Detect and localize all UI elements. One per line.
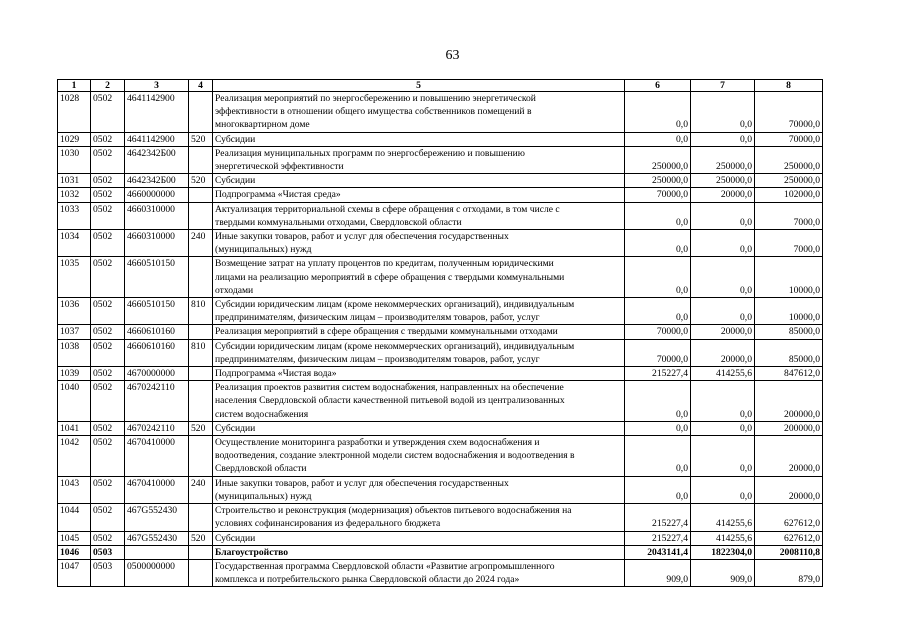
amount-col-7-cell: 414255,6 (691, 504, 755, 531)
section-code-cell: 0502 (91, 531, 125, 545)
amount-col-8-cell: 200000,0 (755, 421, 823, 435)
table-row (58, 531, 823, 545)
amount-col-7-cell: 0,0 (691, 92, 755, 133)
expense-type-cell (189, 504, 213, 531)
row-number-cell: 1042 (58, 436, 91, 477)
amount-col-6-cell: 215227,4 (625, 504, 691, 531)
expense-type-cell (189, 146, 213, 173)
row-number-cell: 1044 (58, 504, 91, 531)
section-code-cell: 0502 (91, 188, 125, 202)
target-code-cell: 467G552430 (125, 531, 189, 545)
amount-col-7-cell: 1822304,0 (691, 545, 755, 559)
table-body (58, 92, 823, 587)
amount-col-8-cell: 847612,0 (755, 367, 823, 381)
amount-col-8-cell: 627612,0 (755, 531, 823, 545)
description-cell: Субсидии (213, 132, 625, 146)
page-number: 63 (445, 48, 460, 63)
amount-col-6-cell: 909,0 (625, 559, 691, 586)
row-number-cell: 1041 (58, 421, 91, 435)
amount-col-8-cell: 10000,0 (755, 298, 823, 325)
table-row (58, 504, 823, 531)
target-code-cell: 4660510150 (125, 257, 189, 298)
amount-col-6-cell: 70000,0 (625, 188, 691, 202)
header-col-8: 8 (755, 80, 823, 92)
expense-type-cell (189, 188, 213, 202)
section-code-cell: 0502 (91, 504, 125, 531)
row-number-cell: 1040 (58, 381, 91, 422)
row-number-cell: 1028 (58, 92, 91, 133)
amount-col-8-cell: 10000,0 (755, 257, 823, 298)
amount-col-8-cell: 70000,0 (755, 92, 823, 133)
expense-type-cell: 240 (189, 230, 213, 257)
amount-col-8-cell: 7000,0 (755, 202, 823, 229)
amount-col-7-cell: 909,0 (691, 559, 755, 586)
table-row (58, 367, 823, 381)
target-code-cell: 4641142900 (125, 132, 189, 146)
section-code-cell: 0502 (91, 257, 125, 298)
header-col-6: 6 (625, 80, 691, 92)
description-cell: Возмещение затрат на уплату процентов по кредитам, полученным юридическими лицами на реализацию мероприятий в сфере обращения с твердыми коммунальными отходами (213, 257, 625, 298)
header-col-5: 5 (213, 80, 625, 92)
amount-col-7-cell: 414255,6 (691, 367, 755, 381)
description-cell: Осуществление мониторинга разработки и утверждения схем водоснабжения и водоотведения, создание электронной модели систем водоснабжения и водоотведения в Свердловской области (213, 436, 625, 477)
description-cell: Реализация проектов развития систем водоснабжения, направленных на обеспечение населения Свердловской области качественной питьевой водой из централизованных систем водоснабжения (213, 381, 625, 422)
header-col-2: 2 (91, 80, 125, 92)
amount-col-7-cell: 0,0 (691, 381, 755, 422)
expense-type-cell (189, 325, 213, 339)
amount-col-6-cell: 0,0 (625, 298, 691, 325)
table-row (58, 476, 823, 503)
target-code-cell: 4660000000 (125, 188, 189, 202)
table-row (58, 174, 823, 188)
target-code-cell: 4641142900 (125, 92, 189, 133)
section-code-cell: 0502 (91, 436, 125, 477)
expense-type-cell: 520 (189, 421, 213, 435)
row-number-cell: 1032 (58, 188, 91, 202)
section-code-cell: 0502 (91, 367, 125, 381)
expense-type-cell (189, 367, 213, 381)
section-code-cell: 0502 (91, 298, 125, 325)
expense-type-cell (189, 202, 213, 229)
amount-col-6-cell: 2043141,4 (625, 545, 691, 559)
expense-type-cell (189, 92, 213, 133)
header-row (58, 80, 823, 92)
expense-type-cell: 810 (189, 339, 213, 366)
target-code-cell: 467G552430 (125, 504, 189, 531)
amount-col-7-cell: 20000,0 (691, 188, 755, 202)
budget-table (57, 79, 823, 587)
section-code-cell: 0502 (91, 146, 125, 173)
row-number-cell: 1031 (58, 174, 91, 188)
amount-col-6-cell: 215227,4 (625, 367, 691, 381)
row-number-cell: 1035 (58, 257, 91, 298)
description-cell: Субсидии юридическим лицам (кроме некоммерческих организаций), индивидуальным предпринимателям, физическим лицам – производителям товаров, работ, услуг (213, 339, 625, 366)
amount-col-7-cell: 0,0 (691, 257, 755, 298)
target-code-cell: 4660610160 (125, 339, 189, 366)
table-row (58, 436, 823, 477)
row-number-cell: 1046 (58, 545, 91, 559)
table-row (58, 559, 823, 586)
row-number-cell: 1047 (58, 559, 91, 586)
amount-col-6-cell: 0,0 (625, 436, 691, 477)
target-code-cell: 4670410000 (125, 476, 189, 503)
amount-col-7-cell: 20000,0 (691, 339, 755, 366)
amount-col-8-cell: 20000,0 (755, 436, 823, 477)
amount-col-8-cell: 250000,0 (755, 146, 823, 173)
target-code-cell: 4670242110 (125, 421, 189, 435)
amount-col-6-cell: 0,0 (625, 132, 691, 146)
amount-col-7-cell: 0,0 (691, 476, 755, 503)
target-code-cell: 0500000000 (125, 559, 189, 586)
row-number-cell: 1033 (58, 202, 91, 229)
description-cell: Субсидии (213, 421, 625, 435)
description-cell: Субсидии юридическим лицам (кроме некоммерческих организаций), индивидуальным предпринимателям, физическим лицам – производителям товаров, работ, услуг (213, 298, 625, 325)
amount-col-8-cell: 85000,0 (755, 325, 823, 339)
section-code-cell: 0502 (91, 132, 125, 146)
amount-col-8-cell: 20000,0 (755, 476, 823, 503)
row-number-cell: 1029 (58, 132, 91, 146)
header-col-3: 3 (125, 80, 189, 92)
description-cell: Подпрограмма «Чистая среда» (213, 188, 625, 202)
table-row (58, 257, 823, 298)
amount-col-6-cell: 0,0 (625, 421, 691, 435)
row-number-cell: 1030 (58, 146, 91, 173)
expense-type-cell: 520 (189, 531, 213, 545)
amount-col-6-cell: 0,0 (625, 257, 691, 298)
amount-col-7-cell: 414255,6 (691, 531, 755, 545)
target-code-cell: 4670000000 (125, 367, 189, 381)
section-code-cell: 0502 (91, 92, 125, 133)
section-code-cell: 0502 (91, 202, 125, 229)
section-code-cell: 0502 (91, 476, 125, 503)
section-code-cell: 0503 (91, 545, 125, 559)
row-number-cell: 1034 (58, 230, 91, 257)
row-number-cell: 1037 (58, 325, 91, 339)
section-code-cell: 0502 (91, 325, 125, 339)
amount-col-6-cell: 250000,0 (625, 174, 691, 188)
description-cell: Реализация муниципальных программ по энергосбережению и повышению энергетической эффективности (213, 146, 625, 173)
target-code-cell (125, 545, 189, 559)
description-cell: Иные закупки товаров, работ и услуг для обеспечения государственных (муниципальных) нужд (213, 476, 625, 503)
amount-col-7-cell: 250000,0 (691, 174, 755, 188)
description-cell: Благоустройство (213, 545, 625, 559)
amount-col-8-cell: 250000,0 (755, 174, 823, 188)
table-row (58, 298, 823, 325)
amount-col-7-cell: 0,0 (691, 436, 755, 477)
table-row (58, 545, 823, 559)
description-cell: Реализация мероприятий по энергосбережению и повышению энергетической эффективности в отношении общего имущества собственников помещений в многоквартирном доме (213, 92, 625, 133)
table-row (58, 421, 823, 435)
description-cell: Иные закупки товаров, работ и услуг для обеспечения государственных (муниципальных) нужд (213, 230, 625, 257)
target-code-cell: 4670242110 (125, 381, 189, 422)
target-code-cell: 4660310000 (125, 202, 189, 229)
amount-col-8-cell: 879,0 (755, 559, 823, 586)
table-row (58, 146, 823, 173)
description-cell: Субсидии (213, 531, 625, 545)
amount-col-6-cell: 0,0 (625, 92, 691, 133)
expense-type-cell (189, 381, 213, 422)
expense-type-cell: 520 (189, 174, 213, 188)
expense-type-cell (189, 559, 213, 586)
amount-col-7-cell: 20000,0 (691, 325, 755, 339)
amount-col-6-cell: 0,0 (625, 476, 691, 503)
amount-col-6-cell: 0,0 (625, 230, 691, 257)
table-row (58, 339, 823, 366)
header-col-4: 4 (189, 80, 213, 92)
description-cell: Субсидии (213, 174, 625, 188)
target-code-cell: 4660610160 (125, 325, 189, 339)
section-code-cell: 0502 (91, 381, 125, 422)
amount-col-8-cell: 627612,0 (755, 504, 823, 531)
description-cell: Актуализация территориальной схемы в сфере обращения с отходами, в том числе с твердыми коммунальными отходами, Свердловской области (213, 202, 625, 229)
amount-col-6-cell: 215227,4 (625, 531, 691, 545)
amount-col-6-cell: 70000,0 (625, 339, 691, 366)
row-number-cell: 1038 (58, 339, 91, 366)
section-code-cell: 0502 (91, 174, 125, 188)
expense-type-cell (189, 436, 213, 477)
target-code-cell: 4642342Б00 (125, 174, 189, 188)
row-number-cell: 1043 (58, 476, 91, 503)
amount-col-8-cell: 70000,0 (755, 132, 823, 146)
amount-col-6-cell: 0,0 (625, 381, 691, 422)
table-row (58, 188, 823, 202)
amount-col-6-cell: 250000,0 (625, 146, 691, 173)
table-row (58, 381, 823, 422)
target-code-cell: 4670410000 (125, 436, 189, 477)
description-cell: Государственная программа Свердловской области «Развитие агропромышленного комплекса и потребительского рынка Свердловской области до 2024 года» (213, 559, 625, 586)
table-row (58, 325, 823, 339)
row-number-cell: 1039 (58, 367, 91, 381)
row-number-cell: 1036 (58, 298, 91, 325)
description-cell: Строительство и реконструкция (модернизация) объектов питьевого водоснабжения на условиях софинансирования из федерального бюджета (213, 504, 625, 531)
amount-col-8-cell: 7000,0 (755, 230, 823, 257)
amount-col-7-cell: 0,0 (691, 421, 755, 435)
target-code-cell: 4660310000 (125, 230, 189, 257)
expense-type-cell (189, 257, 213, 298)
amount-col-7-cell: 0,0 (691, 202, 755, 229)
target-code-cell: 4642342Б00 (125, 146, 189, 173)
amount-col-6-cell: 70000,0 (625, 325, 691, 339)
amount-col-6-cell: 0,0 (625, 202, 691, 229)
amount-col-7-cell: 0,0 (691, 230, 755, 257)
expense-type-cell: 810 (189, 298, 213, 325)
header-col-1: 1 (58, 80, 91, 92)
expense-type-cell (189, 545, 213, 559)
section-code-cell: 0503 (91, 559, 125, 586)
description-cell: Подпрограмма «Чистая вода» (213, 367, 625, 381)
amount-col-7-cell: 0,0 (691, 132, 755, 146)
header-col-7: 7 (691, 80, 755, 92)
amount-col-8-cell: 102000,0 (755, 188, 823, 202)
amount-col-8-cell: 85000,0 (755, 339, 823, 366)
row-number-cell: 1045 (58, 531, 91, 545)
description-cell: Реализация мероприятий в сфере обращения с твердыми коммунальными отходами (213, 325, 625, 339)
amount-col-8-cell: 200000,0 (755, 381, 823, 422)
table-row (58, 202, 823, 229)
amount-col-8-cell: 2008110,8 (755, 545, 823, 559)
table-row (58, 92, 823, 133)
amount-col-7-cell: 250000,0 (691, 146, 755, 173)
table-row (58, 132, 823, 146)
section-code-cell: 0502 (91, 339, 125, 366)
table-row (58, 230, 823, 257)
expense-type-cell: 240 (189, 476, 213, 503)
section-code-cell: 0502 (91, 230, 125, 257)
expense-type-cell: 520 (189, 132, 213, 146)
amount-col-7-cell: 0,0 (691, 298, 755, 325)
section-code-cell: 0502 (91, 421, 125, 435)
target-code-cell: 4660510150 (125, 298, 189, 325)
